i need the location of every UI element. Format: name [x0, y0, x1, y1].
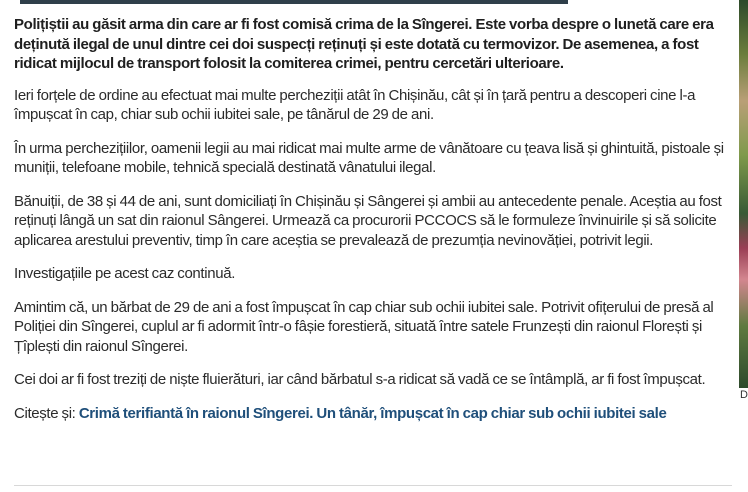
article-lead: Polițiștii au găsit arma din care ar fi fost comisă crima de la Sîngerei. Este vorba despre o lunetă care era deținută ilegal de unul dintre cei doi suspecți reținuți și este dotată cu termovizor. De asemenea, a fost ridicat mijlocul de transport folosit la comiterea crimei, pentru cercetări ulterioare. [14, 16, 714, 72]
article-paragraph-6: Cei doi ar fi fost treziți de niște fluierături, iar când bărbatul s-a ridicat să vadă ce se întâmplă, ar fi fost împușcat. [14, 371, 706, 388]
read-more-link[interactable]: Crimă terifiantă în raionul Sîngerei. Un tânăr, împușcat în cap chiar sub ochii iubitei sale [78, 404, 667, 422]
article-paragraph-2: În urma perchezițiilor, oamenii legii au mai ridicat mai multe arme de vânătoare cu țeava lisă și ghintuită, pistoale și muniții, telefoane mobile, tehnică specială destinată vânatului ilegal. [14, 139, 724, 176]
sidebar-caption[interactable]: D [740, 389, 748, 401]
article-paragraph-4: Investigațiile pe acest caz continuă. [14, 265, 236, 282]
bottom-divider [14, 485, 732, 486]
top-divider-bar [20, 0, 568, 4]
article-paragraph-1: Ieri forțele de ordine au efectuat mai multe percheziții atât în Chișinău, cât și în țară pentru a descoperi cine l-a împușcat în cap, chiar sub ochii iubitei sale, pe tânărul de 29 de ani. [14, 86, 696, 123]
read-more-prefix: Citește și: [14, 404, 79, 422]
sidebar-image[interactable] [739, 0, 748, 388]
article-paragraph-3: Bănuiții, de 38 și 44 de ani, sunt domiciliați în Chișinău și Sângerei și ambii au antecedente penale. Aceștia au fost reținuți lângă un sat din raionul Sângerei. Urmează ca procurorii PCCOCS să le formuleze învinuirile și să solicite aplicarea arestului preventiv, timp în care aceștia se prevalează de prezumția nevinovăției, potrivit legii. [14, 192, 722, 249]
read-more [14, 404, 732, 424]
article-body [14, 15, 732, 437]
article-paragraph-5: Amintim că, un bărbat de 29 de ani a fost împușcat în cap chiar sub ochii iubitei sale. Potrivit ofițerului de presă al Poliției din Sîngerei, cuplul ar fi adormit într-o fâșie forestieră, situată între satele Frunzești din raionul Florești și Țîplești din raionul Sîngerei. [14, 298, 714, 355]
